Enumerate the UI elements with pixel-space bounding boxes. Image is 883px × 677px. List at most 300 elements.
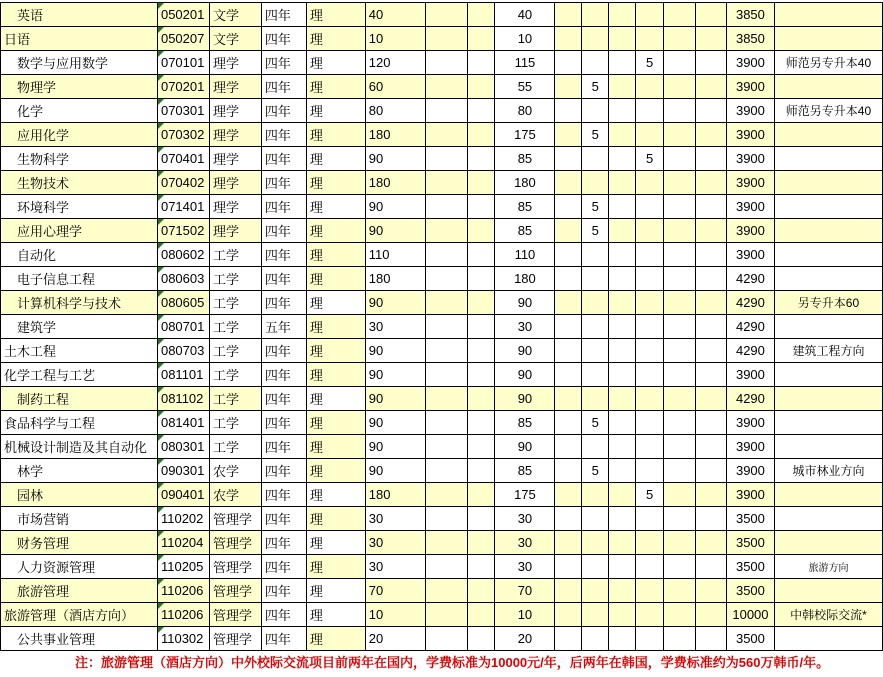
note-cell[interactable] [774, 579, 882, 603]
empty-cell[interactable] [696, 243, 727, 267]
empty-cell[interactable] [555, 387, 582, 411]
note-cell[interactable] [774, 627, 882, 651]
actual-count-cell[interactable]: 175 [495, 123, 555, 147]
category-cell[interactable]: 工学 [209, 243, 261, 267]
empty-cell[interactable] [664, 555, 696, 579]
empty-cell[interactable] [609, 603, 636, 627]
category-cell[interactable]: 理学 [209, 99, 261, 123]
fee-cell[interactable]: 3900 [726, 483, 774, 507]
category-cell[interactable]: 工学 [209, 387, 261, 411]
empty-cell[interactable] [696, 483, 727, 507]
category-cell[interactable]: 工学 [209, 339, 261, 363]
extra-count-cell[interactable] [636, 267, 664, 291]
empty-cell[interactable] [609, 363, 636, 387]
empty-cell[interactable] [425, 51, 467, 75]
extra-count-cell[interactable] [636, 603, 664, 627]
empty-cell[interactable] [467, 99, 495, 123]
plan-count-cell[interactable]: 20 [365, 627, 425, 651]
empty-cell[interactable] [555, 579, 582, 603]
empty-cell[interactable] [467, 459, 495, 483]
major-cell[interactable]: 自动化 [1, 243, 158, 267]
duration-cell[interactable]: 四年 [261, 27, 306, 51]
code-cell[interactable]: 071401 [157, 195, 209, 219]
empty-cell[interactable] [467, 579, 495, 603]
extra-count-cell[interactable] [582, 507, 609, 531]
category-cell[interactable]: 工学 [209, 411, 261, 435]
empty-cell[interactable] [609, 99, 636, 123]
footnote-cell[interactable] [0, 651, 883, 675]
duration-cell[interactable]: 四年 [261, 339, 306, 363]
note-cell[interactable] [774, 363, 882, 387]
empty-cell[interactable] [664, 243, 696, 267]
note-cell[interactable]: 城市林业方向 [774, 459, 882, 483]
empty-cell[interactable] [425, 27, 467, 51]
empty-cell[interactable] [609, 27, 636, 51]
empty-cell[interactable] [696, 531, 727, 555]
empty-cell[interactable] [609, 579, 636, 603]
track-cell[interactable]: 理 [306, 291, 365, 315]
extra-count-cell[interactable] [582, 51, 609, 75]
duration-cell[interactable]: 四年 [261, 555, 306, 579]
empty-cell[interactable] [425, 507, 467, 531]
major-cell[interactable]: 旅游管理 [1, 579, 158, 603]
extra-count-cell[interactable] [582, 387, 609, 411]
fee-cell[interactable]: 3500 [726, 579, 774, 603]
empty-cell[interactable] [467, 3, 495, 27]
empty-cell[interactable] [609, 459, 636, 483]
track-cell[interactable]: 理 [306, 435, 365, 459]
empty-cell[interactable] [664, 531, 696, 555]
plan-count-cell[interactable]: 120 [365, 51, 425, 75]
actual-count-cell[interactable]: 85 [495, 411, 555, 435]
code-cell[interactable]: 080701 [157, 315, 209, 339]
major-cell[interactable]: 市场营销 [1, 507, 158, 531]
major-cell[interactable]: 财务管理 [1, 531, 158, 555]
empty-cell[interactable] [425, 411, 467, 435]
empty-cell[interactable] [555, 171, 582, 195]
empty-cell[interactable] [696, 387, 727, 411]
major-cell[interactable]: 应用心理学 [1, 219, 158, 243]
fee-cell[interactable]: 3900 [726, 219, 774, 243]
category-cell[interactable]: 理学 [209, 75, 261, 99]
note-cell[interactable] [774, 171, 882, 195]
track-cell[interactable]: 理 [306, 147, 365, 171]
category-cell[interactable]: 管理学 [209, 531, 261, 555]
empty-cell[interactable] [425, 171, 467, 195]
plan-count-cell[interactable]: 90 [365, 387, 425, 411]
duration-cell[interactable]: 四年 [261, 171, 306, 195]
category-cell[interactable]: 工学 [209, 363, 261, 387]
extra-count-cell[interactable] [636, 291, 664, 315]
duration-cell[interactable]: 四年 [261, 459, 306, 483]
empty-cell[interactable] [467, 507, 495, 531]
empty-cell[interactable] [609, 219, 636, 243]
empty-cell[interactable] [609, 387, 636, 411]
actual-count-cell[interactable]: 90 [495, 387, 555, 411]
empty-cell[interactable] [664, 99, 696, 123]
empty-cell[interactable] [609, 267, 636, 291]
empty-cell[interactable] [696, 51, 727, 75]
empty-cell[interactable] [664, 459, 696, 483]
empty-cell[interactable] [555, 291, 582, 315]
category-cell[interactable]: 管理学 [209, 627, 261, 651]
note-cell[interactable]: 中韩校际交流* [774, 603, 882, 627]
extra-count-cell[interactable] [636, 99, 664, 123]
plan-count-cell[interactable]: 30 [365, 315, 425, 339]
code-cell[interactable]: 080603 [157, 267, 209, 291]
empty-cell[interactable] [664, 483, 696, 507]
empty-cell[interactable] [467, 315, 495, 339]
empty-cell[interactable] [555, 219, 582, 243]
note-cell[interactable] [774, 147, 882, 171]
empty-cell[interactable] [555, 603, 582, 627]
empty-cell[interactable] [609, 339, 636, 363]
extra-count-cell[interactable] [582, 363, 609, 387]
track-cell[interactable]: 理 [306, 219, 365, 243]
major-cell[interactable]: 林学 [1, 459, 158, 483]
empty-cell[interactable] [664, 291, 696, 315]
actual-count-cell[interactable]: 85 [495, 459, 555, 483]
extra-count-cell[interactable]: 5 [636, 51, 664, 75]
empty-cell[interactable] [664, 411, 696, 435]
empty-cell[interactable] [467, 243, 495, 267]
empty-cell[interactable] [664, 171, 696, 195]
major-cell[interactable]: 化学 [1, 99, 158, 123]
empty-cell[interactable] [609, 315, 636, 339]
extra-count-cell[interactable] [582, 579, 609, 603]
extra-count-cell[interactable] [636, 171, 664, 195]
fee-cell[interactable]: 3900 [726, 51, 774, 75]
duration-cell[interactable]: 四年 [261, 363, 306, 387]
note-cell[interactable] [774, 123, 882, 147]
actual-count-cell[interactable]: 115 [495, 51, 555, 75]
actual-count-cell[interactable]: 40 [495, 3, 555, 27]
fee-cell[interactable]: 3500 [726, 555, 774, 579]
extra-count-cell[interactable] [636, 387, 664, 411]
major-cell[interactable]: 英语 [1, 3, 158, 27]
fee-cell[interactable]: 4290 [726, 339, 774, 363]
note-cell[interactable]: 旅游方向 [774, 555, 882, 579]
code-cell[interactable]: 080602 [157, 243, 209, 267]
code-cell[interactable]: 080301 [157, 435, 209, 459]
empty-cell[interactable] [467, 387, 495, 411]
actual-count-cell[interactable]: 55 [495, 75, 555, 99]
empty-cell[interactable] [555, 363, 582, 387]
category-cell[interactable]: 理学 [209, 123, 261, 147]
plan-count-cell[interactable]: 90 [365, 411, 425, 435]
empty-cell[interactable] [664, 75, 696, 99]
empty-cell[interactable] [467, 339, 495, 363]
plan-count-cell[interactable]: 10 [365, 27, 425, 51]
fee-cell[interactable]: 3900 [726, 99, 774, 123]
actual-count-cell[interactable]: 85 [495, 147, 555, 171]
extra-count-cell[interactable] [582, 3, 609, 27]
empty-cell[interactable] [555, 99, 582, 123]
duration-cell[interactable]: 四年 [261, 291, 306, 315]
note-cell[interactable] [774, 243, 882, 267]
empty-cell[interactable] [609, 483, 636, 507]
major-cell[interactable]: 人力资源管理 [1, 555, 158, 579]
extra-count-cell[interactable] [582, 603, 609, 627]
empty-cell[interactable] [609, 171, 636, 195]
duration-cell[interactable]: 四年 [261, 219, 306, 243]
empty-cell[interactable] [425, 219, 467, 243]
extra-count-cell[interactable] [582, 555, 609, 579]
empty-cell[interactable] [555, 435, 582, 459]
code-cell[interactable]: 081101 [157, 363, 209, 387]
track-cell[interactable]: 理 [306, 483, 365, 507]
extra-count-cell[interactable]: 5 [582, 459, 609, 483]
note-cell[interactable]: 另专升本60 [774, 291, 882, 315]
empty-cell[interactable] [425, 147, 467, 171]
note-cell[interactable] [774, 195, 882, 219]
code-cell[interactable]: 110302 [157, 627, 209, 651]
empty-cell[interactable] [425, 315, 467, 339]
note-cell[interactable] [774, 411, 882, 435]
empty-cell[interactable] [555, 243, 582, 267]
empty-cell[interactable] [555, 27, 582, 51]
extra-count-cell[interactable] [582, 291, 609, 315]
extra-count-cell[interactable] [582, 267, 609, 291]
category-cell[interactable]: 管理学 [209, 507, 261, 531]
empty-cell[interactable] [609, 3, 636, 27]
duration-cell[interactable]: 四年 [261, 75, 306, 99]
empty-cell[interactable] [467, 603, 495, 627]
category-cell[interactable]: 工学 [209, 267, 261, 291]
actual-count-cell[interactable]: 90 [495, 339, 555, 363]
duration-cell[interactable]: 四年 [261, 411, 306, 435]
track-cell[interactable]: 理 [306, 99, 365, 123]
empty-cell[interactable] [696, 411, 727, 435]
extra-count-cell[interactable] [636, 75, 664, 99]
category-cell[interactable]: 理学 [209, 195, 261, 219]
track-cell[interactable]: 理 [306, 195, 365, 219]
empty-cell[interactable] [425, 291, 467, 315]
category-cell[interactable]: 理学 [209, 147, 261, 171]
plan-count-cell[interactable]: 180 [365, 483, 425, 507]
empty-cell[interactable] [467, 51, 495, 75]
fee-cell[interactable]: 3500 [726, 531, 774, 555]
empty-cell[interactable] [467, 195, 495, 219]
extra-count-cell[interactable] [636, 459, 664, 483]
plan-count-cell[interactable]: 90 [365, 363, 425, 387]
empty-cell[interactable] [425, 531, 467, 555]
category-cell[interactable]: 管理学 [209, 555, 261, 579]
extra-count-cell[interactable] [636, 579, 664, 603]
plan-count-cell[interactable]: 30 [365, 507, 425, 531]
empty-cell[interactable] [664, 51, 696, 75]
plan-count-cell[interactable]: 90 [365, 459, 425, 483]
category-cell[interactable]: 理学 [209, 171, 261, 195]
duration-cell[interactable]: 四年 [261, 507, 306, 531]
empty-cell[interactable] [664, 147, 696, 171]
empty-cell[interactable] [664, 579, 696, 603]
major-cell[interactable]: 土木工程 [1, 339, 158, 363]
plan-count-cell[interactable]: 90 [365, 291, 425, 315]
empty-cell[interactable] [664, 603, 696, 627]
extra-count-cell[interactable] [582, 627, 609, 651]
empty-cell[interactable] [555, 411, 582, 435]
actual-count-cell[interactable]: 70 [495, 579, 555, 603]
duration-cell[interactable]: 四年 [261, 3, 306, 27]
actual-count-cell[interactable]: 30 [495, 507, 555, 531]
code-cell[interactable]: 110204 [157, 531, 209, 555]
extra-count-cell[interactable] [636, 531, 664, 555]
fee-cell[interactable]: 3900 [726, 123, 774, 147]
plan-count-cell[interactable]: 30 [365, 555, 425, 579]
major-cell[interactable]: 环境科学 [1, 195, 158, 219]
track-cell[interactable]: 理 [306, 363, 365, 387]
extra-count-cell[interactable] [582, 27, 609, 51]
duration-cell[interactable]: 四年 [261, 243, 306, 267]
empty-cell[interactable] [425, 555, 467, 579]
major-cell[interactable]: 机械设计制造及其自动化 [1, 435, 158, 459]
track-cell[interactable]: 理 [306, 507, 365, 531]
empty-cell[interactable] [696, 339, 727, 363]
plan-count-cell[interactable]: 10 [365, 603, 425, 627]
code-cell[interactable]: 070301 [157, 99, 209, 123]
track-cell[interactable]: 理 [306, 243, 365, 267]
duration-cell[interactable]: 四年 [261, 147, 306, 171]
empty-cell[interactable] [664, 219, 696, 243]
empty-cell[interactable] [467, 75, 495, 99]
empty-cell[interactable] [555, 531, 582, 555]
empty-cell[interactable] [467, 531, 495, 555]
empty-cell[interactable] [609, 627, 636, 651]
empty-cell[interactable] [664, 435, 696, 459]
track-cell[interactable]: 理 [306, 51, 365, 75]
fee-cell[interactable]: 3900 [726, 411, 774, 435]
empty-cell[interactable] [425, 435, 467, 459]
plan-count-cell[interactable]: 90 [365, 435, 425, 459]
empty-cell[interactable] [425, 243, 467, 267]
plan-count-cell[interactable]: 90 [365, 195, 425, 219]
empty-cell[interactable] [425, 75, 467, 99]
duration-cell[interactable]: 四年 [261, 531, 306, 555]
actual-count-cell[interactable]: 175 [495, 483, 555, 507]
empty-cell[interactable] [609, 51, 636, 75]
note-cell[interactable]: 师范另专升本40 [774, 99, 882, 123]
note-cell[interactable] [774, 315, 882, 339]
track-cell[interactable]: 理 [306, 459, 365, 483]
actual-count-cell[interactable]: 90 [495, 291, 555, 315]
track-cell[interactable]: 理 [306, 27, 365, 51]
note-cell[interactable] [774, 75, 882, 99]
duration-cell[interactable]: 四年 [261, 99, 306, 123]
empty-cell[interactable] [696, 459, 727, 483]
fee-cell[interactable]: 3900 [726, 147, 774, 171]
track-cell[interactable]: 理 [306, 171, 365, 195]
note-cell[interactable] [774, 531, 882, 555]
empty-cell[interactable] [664, 123, 696, 147]
major-cell[interactable]: 生物科学 [1, 147, 158, 171]
track-cell[interactable]: 理 [306, 411, 365, 435]
code-cell[interactable]: 080605 [157, 291, 209, 315]
duration-cell[interactable]: 四年 [261, 195, 306, 219]
category-cell[interactable]: 管理学 [209, 603, 261, 627]
category-cell[interactable]: 农学 [209, 483, 261, 507]
empty-cell[interactable] [664, 339, 696, 363]
extra-count-cell[interactable] [636, 219, 664, 243]
empty-cell[interactable] [696, 363, 727, 387]
empty-cell[interactable] [425, 579, 467, 603]
extra-count-cell[interactable]: 5 [636, 147, 664, 171]
empty-cell[interactable] [467, 219, 495, 243]
duration-cell[interactable]: 四年 [261, 387, 306, 411]
empty-cell[interactable] [696, 147, 727, 171]
plan-count-cell[interactable]: 60 [365, 75, 425, 99]
track-cell[interactable]: 理 [306, 315, 365, 339]
track-cell[interactable]: 理 [306, 387, 365, 411]
extra-count-cell[interactable]: 5 [582, 195, 609, 219]
empty-cell[interactable] [609, 147, 636, 171]
extra-count-cell[interactable] [636, 411, 664, 435]
major-cell[interactable]: 建筑学 [1, 315, 158, 339]
note-cell[interactable] [774, 387, 882, 411]
actual-count-cell[interactable]: 110 [495, 243, 555, 267]
empty-cell[interactable] [664, 27, 696, 51]
empty-cell[interactable] [425, 459, 467, 483]
empty-cell[interactable] [664, 627, 696, 651]
fee-cell[interactable]: 3900 [726, 171, 774, 195]
category-cell[interactable]: 理学 [209, 219, 261, 243]
empty-cell[interactable] [696, 3, 727, 27]
plan-count-cell[interactable]: 30 [365, 531, 425, 555]
code-cell[interactable]: 110205 [157, 555, 209, 579]
code-cell[interactable]: 070402 [157, 171, 209, 195]
actual-count-cell[interactable]: 10 [495, 27, 555, 51]
empty-cell[interactable] [467, 483, 495, 507]
empty-cell[interactable] [696, 195, 727, 219]
major-cell[interactable]: 化学工程与工艺 [1, 363, 158, 387]
fee-cell[interactable]: 3850 [726, 27, 774, 51]
extra-count-cell[interactable] [636, 555, 664, 579]
extra-count-cell[interactable] [636, 363, 664, 387]
actual-count-cell[interactable]: 30 [495, 315, 555, 339]
empty-cell[interactable] [425, 627, 467, 651]
extra-count-cell[interactable] [636, 507, 664, 531]
empty-cell[interactable] [696, 123, 727, 147]
empty-cell[interactable] [609, 435, 636, 459]
major-cell[interactable]: 食品科学与工程 [1, 411, 158, 435]
actual-count-cell[interactable]: 85 [495, 195, 555, 219]
duration-cell[interactable]: 四年 [261, 51, 306, 75]
empty-cell[interactable] [555, 75, 582, 99]
empty-cell[interactable] [555, 627, 582, 651]
code-cell[interactable]: 071502 [157, 219, 209, 243]
duration-cell[interactable]: 四年 [261, 267, 306, 291]
empty-cell[interactable] [664, 507, 696, 531]
actual-count-cell[interactable]: 80 [495, 99, 555, 123]
fee-cell[interactable]: 10000 [726, 603, 774, 627]
empty-cell[interactable] [555, 483, 582, 507]
extra-count-cell[interactable] [582, 531, 609, 555]
duration-cell[interactable]: 四年 [261, 579, 306, 603]
major-cell[interactable]: 制药工程 [1, 387, 158, 411]
major-cell[interactable]: 园林 [1, 483, 158, 507]
extra-count-cell[interactable] [582, 171, 609, 195]
empty-cell[interactable] [467, 555, 495, 579]
empty-cell[interactable] [425, 195, 467, 219]
major-cell[interactable]: 生物技术 [1, 171, 158, 195]
empty-cell[interactable] [555, 507, 582, 531]
major-cell[interactable]: 日语 [1, 27, 158, 51]
category-cell[interactable]: 工学 [209, 315, 261, 339]
extra-count-cell[interactable] [582, 99, 609, 123]
empty-cell[interactable] [696, 579, 727, 603]
empty-cell[interactable] [609, 531, 636, 555]
empty-cell[interactable] [555, 555, 582, 579]
